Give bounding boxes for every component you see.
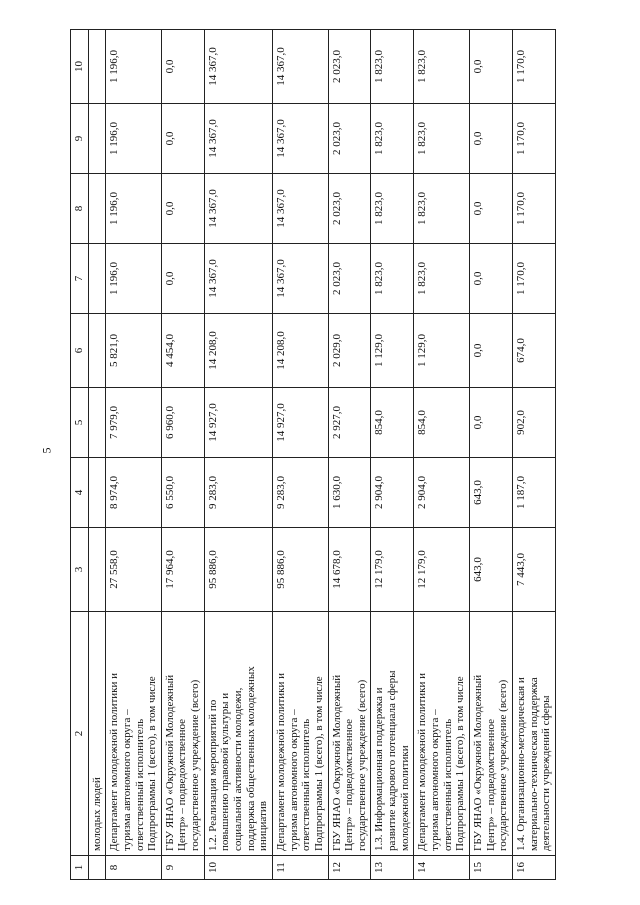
description-line: Подпрограммы 1 (всего), в том числе — [312, 676, 325, 851]
description-line: Департамент молодежной политики и — [416, 672, 429, 851]
header-cell: 9 — [71, 104, 89, 174]
header-cell: 6 — [71, 314, 89, 388]
value-cell: 14 678,0 — [328, 528, 371, 612]
value-cell: 643,0 — [469, 528, 512, 612]
rotated-table-container — [70, 30, 620, 880]
value-cell: 2 023,0 — [328, 104, 371, 174]
description-line: Подпрограммы 1 (всего), в том числе — [146, 676, 159, 851]
description-line: социальной активности молодежи, — [232, 687, 245, 851]
value-cell: 1 170,0 — [512, 30, 555, 104]
value-cell: 1 823,0 — [414, 244, 470, 314]
description-line: туризма автономного округа – — [120, 709, 133, 851]
value-cell: 14 367,0 — [204, 104, 272, 174]
row-number: 10 — [204, 856, 272, 880]
budget-table — [70, 29, 556, 880]
cell-number — [88, 856, 106, 880]
table-row — [371, 30, 414, 880]
value-cell: 0,0 — [469, 314, 512, 388]
value-cell: 1 170,0 — [512, 104, 555, 174]
description-line: туризма автономного округа – — [287, 709, 300, 851]
table-row — [328, 30, 371, 880]
value-cell: 2 904,0 — [371, 458, 414, 528]
table-row — [512, 30, 555, 880]
value-cell: 14 367,0 — [272, 30, 328, 104]
value-cell: 1 196,0 — [106, 244, 162, 314]
table-row — [272, 30, 328, 880]
value-cell: 1 823,0 — [414, 104, 470, 174]
table-row — [161, 30, 204, 880]
row-description — [414, 612, 470, 856]
value-cell: 14 367,0 — [272, 174, 328, 244]
value-cell: 12 179,0 — [371, 528, 414, 612]
row-number: 16 — [512, 856, 555, 880]
table-row — [414, 30, 470, 880]
header-cell: 7 — [71, 244, 89, 314]
row-description — [204, 612, 272, 856]
value-cell: 0,0 — [469, 104, 512, 174]
header-cell: 4 — [71, 458, 89, 528]
value-cell: 1 196,0 — [106, 30, 162, 104]
description-line: ГБУ ЯНАО «Окружной Молодежный — [471, 674, 484, 851]
description-line: государственное учреждение (всего) — [189, 679, 202, 851]
description-line: молодежной политики — [398, 745, 411, 851]
row-number: 8 — [106, 856, 162, 880]
row-description — [272, 612, 328, 856]
row-description — [328, 612, 371, 856]
value-cell: 1 170,0 — [512, 244, 555, 314]
value-cell: 0,0 — [161, 30, 204, 104]
value-cell: 1 129,0 — [371, 314, 414, 388]
value-cell: 0,0 — [469, 388, 512, 458]
table-row — [469, 30, 512, 880]
row-number: 13 — [371, 856, 414, 880]
value-cell: 9 283,0 — [204, 458, 272, 528]
value-cell: 95 886,0 — [204, 528, 272, 612]
value-cell: 854,0 — [371, 388, 414, 458]
value-cell: 14 927,0 — [204, 388, 272, 458]
value-cell: 854,0 — [414, 388, 470, 458]
description-line: поддержка общественных молодежных — [244, 666, 257, 851]
value-cell: 674,0 — [512, 314, 555, 388]
description-line: Департамент молодежной политики и — [274, 672, 287, 851]
description-line: ГБУ ЯНАО «Окружной Молодежный — [163, 674, 176, 851]
row-description — [106, 612, 162, 856]
description-line: Подпрограммы 1 (всего), в том числе — [454, 676, 467, 851]
value-cell: 0,0 — [161, 244, 204, 314]
value-cell: 14 367,0 — [204, 30, 272, 104]
value-cell: 1 129,0 — [414, 314, 470, 388]
description-line: Центр» – подведомственное — [343, 718, 356, 851]
header-cell: 8 — [71, 174, 89, 244]
value-cell: 2 927,0 — [328, 388, 371, 458]
value-cell: 14 367,0 — [204, 174, 272, 244]
header-cell: 3 — [71, 528, 89, 612]
value-cell: 95 886,0 — [272, 528, 328, 612]
description-line: Центр» – подведомственное — [484, 718, 497, 851]
description-line: туризма автономного округа – — [429, 709, 442, 851]
value-cell: 1 187,0 — [512, 458, 555, 528]
table-body — [71, 30, 556, 880]
value-cell: 9 283,0 — [272, 458, 328, 528]
value-cell: 12 179,0 — [414, 528, 470, 612]
row-number: 11 — [272, 856, 328, 880]
description-line: государственное учреждение (всего) — [497, 679, 510, 851]
description-line: повышению правовой культуры и — [219, 692, 232, 851]
row-number: 15 — [469, 856, 512, 880]
value-cell: 6 550,0 — [161, 458, 204, 528]
value-cell: 2 904,0 — [414, 458, 470, 528]
description-line: инициатив — [257, 801, 270, 851]
value-cell: 17 964,0 — [161, 528, 204, 612]
value-cell: 2 023,0 — [328, 30, 371, 104]
table-row — [106, 30, 162, 880]
description-line: деятельности учреждений сферы — [540, 695, 553, 851]
description-line: ответственный исполнитель — [441, 718, 454, 851]
description-line: материально-техническая поддержка — [527, 677, 540, 851]
value-cell: 0,0 — [161, 104, 204, 174]
description-line: ГБУ ЯНАО «Окружной Молодежный — [330, 674, 343, 851]
row-number: 9 — [161, 856, 204, 880]
value-cell: 14 208,0 — [272, 314, 328, 388]
value-cell: 7 979,0 — [106, 388, 162, 458]
value-cell: 1 630,0 — [328, 458, 371, 528]
header-cell: 1 — [71, 856, 89, 880]
row-description — [161, 612, 204, 856]
value-cell: 0,0 — [469, 30, 512, 104]
value-cell: 4 454,0 — [161, 314, 204, 388]
row-description — [469, 612, 512, 856]
value-cell: 0,0 — [469, 174, 512, 244]
value-cell: 1 823,0 — [371, 244, 414, 314]
description-line: развитие кадрового потенциала сферы — [386, 670, 399, 851]
value-cell: 902,0 — [512, 388, 555, 458]
row-number: 14 — [414, 856, 470, 880]
value-cell: 14 208,0 — [204, 314, 272, 388]
description-line: Центр» – подведомственное — [176, 718, 189, 851]
description-line: 1.3. Информационная поддержка и — [373, 687, 386, 851]
page-number: 5 — [39, 447, 54, 454]
value-cell: 14 927,0 — [272, 388, 328, 458]
value-cell: 14 367,0 — [272, 244, 328, 314]
value-cell: 1 823,0 — [414, 174, 470, 244]
value-cell: 14 367,0 — [272, 104, 328, 174]
description-line: государственное учреждение (всего) — [355, 679, 368, 851]
description-line: ответственный исполнитель — [300, 718, 313, 851]
value-cell: 0,0 — [469, 244, 512, 314]
description-line: 1.2. Реализация мероприятий по — [206, 699, 219, 851]
value-cell: 2 023,0 — [328, 244, 371, 314]
header-cell: 10 — [71, 30, 89, 104]
description-line: 1.4. Организационно-методическая и — [514, 677, 527, 851]
value-cell: 8 974,0 — [106, 458, 162, 528]
value-cell: 1 823,0 — [371, 174, 414, 244]
row-number: 12 — [328, 856, 371, 880]
value-cell: 1 196,0 — [106, 104, 162, 174]
value-cell: 1 823,0 — [371, 104, 414, 174]
header-cell: 5 — [71, 388, 89, 458]
value-cell: 1 196,0 — [106, 174, 162, 244]
value-cell: 0,0 — [161, 174, 204, 244]
row-description — [371, 612, 414, 856]
value-cell: 27 558,0 — [106, 528, 162, 612]
continuation-row — [88, 30, 106, 880]
value-cell: 7 443,0 — [512, 528, 555, 612]
value-cell: 1 170,0 — [512, 174, 555, 244]
header-cell: 2 — [71, 612, 89, 856]
description-line: ответственный исполнитель — [133, 718, 146, 851]
value-cell: 1 823,0 — [414, 30, 470, 104]
row-description — [512, 612, 555, 856]
continuation-text: молодых людей — [88, 612, 106, 856]
value-cell: 1 823,0 — [371, 30, 414, 104]
header-row — [71, 30, 89, 880]
description-line: Департамент молодежной политики и — [108, 672, 121, 851]
table-row — [204, 30, 272, 880]
value-cell: 14 367,0 — [204, 244, 272, 314]
value-cell: 643,0 — [469, 458, 512, 528]
value-cell: 2 023,0 — [328, 174, 371, 244]
value-cell: 6 960,0 — [161, 388, 204, 458]
value-cell: 2 029,0 — [328, 314, 371, 388]
value-cell: 5 821,0 — [106, 314, 162, 388]
